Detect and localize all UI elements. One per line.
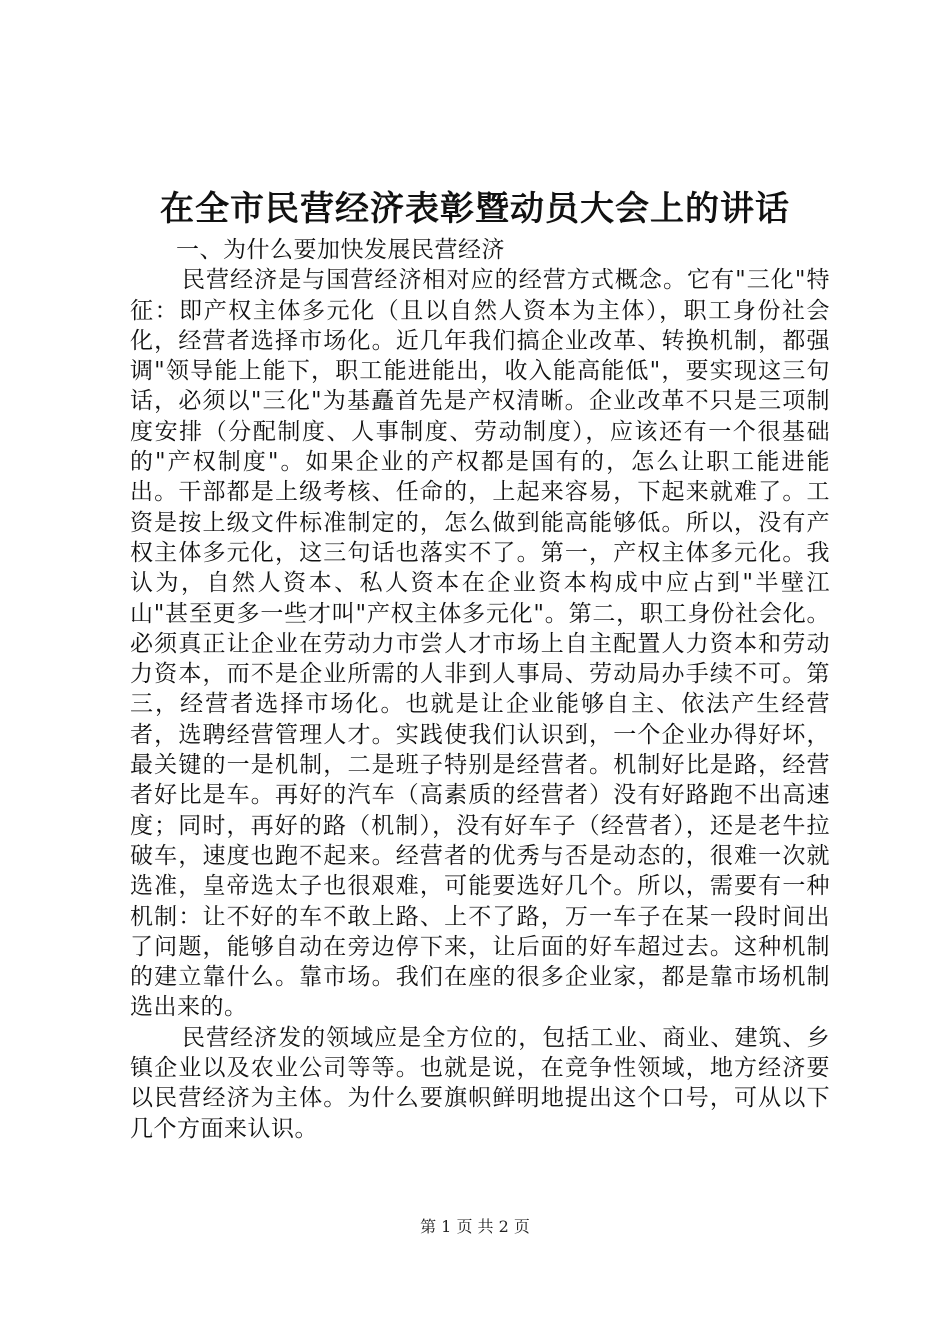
section-heading: 一、为什么要加快发展民营经济	[176, 237, 505, 263]
page-footer: 第 1 页 共 2 页	[420, 1217, 530, 1236]
paragraph: 民营经济发的领域应是全方位的，包括工业、商业、建筑、乡镇企业以及农业公司等等。也就是说，在竞争性领域，地方经济要以民营经济为主体。为什么要旗帜鲜明地提出这个口号，可从以下几个方面来认识。	[130, 1024, 830, 1142]
document-title: 在全市民营经济表彰暨动员大会上的讲话	[160, 189, 790, 229]
document-body	[130, 235, 830, 1144]
paragraph: 民营经济是与国营经济相对应的经营方式概念。它有"三化"特征：即产权主体多元化（且以自然人资本为主体），职工身份社会化，经营者选择市场化。近几年我们搞企业改革、转换机制，都强调"领导能上能下，职工能进能出，收入能高能低"，要实现这三句话，必须以"三化"为基矗首先是产权清晰。企业改革不只是三项制度安排（分配制度、人事制度、劳动制度），应该还有一个很基础的"产权制度"。如果企业的产权都是国有的，怎么让职工能进能出。干部都是上级考核、任命的，上起来容易，下起来就难了。工资是按上级文件标准制定的，怎么做到能高能够低。所以，没有产权主体多元化，这三句话也落实不了。第一，产权主体多元化。我认为，自然人资本、私人资本在企业资本构成中应占到"半壁江山"甚至更多一些才叫"产权主体多元化"。第二，职工身份社会化。必须真正让企业在劳动力市尝人才市场上自主配置人力资本和劳动力资本，而不是企业所需的人非到人事局、劳动局办手续不可。第三，经营者选择市场化。也就是让企业能够自主、依法产生经营者，选聘经营管理人才。实践使我们认识到，一个企业办得好坏，最关键的一是机制，二是班子特别是经营者。机制好比是路，经营者好比是车。再好的汽车（高素质的经营者）没有好路跑不出高速度；同时，再好的路（机制），没有好车子（经营者），还是老牛拉破车，速度也跑不起来。经营者的优秀与否是动态的，很难一次就选准，皇帝选太子也很艰难，可能要选好几个。所以，需要有一种机制：让不好的车不敢上路、上不了路，万一车子在某一段时间出了问题，能够自动在旁边停下来，让后面的好车超过去。这种机制的建立靠什么。靠市场。我们在座的很多企业家，都是靠市场机制选出来的。	[130, 267, 830, 1021]
